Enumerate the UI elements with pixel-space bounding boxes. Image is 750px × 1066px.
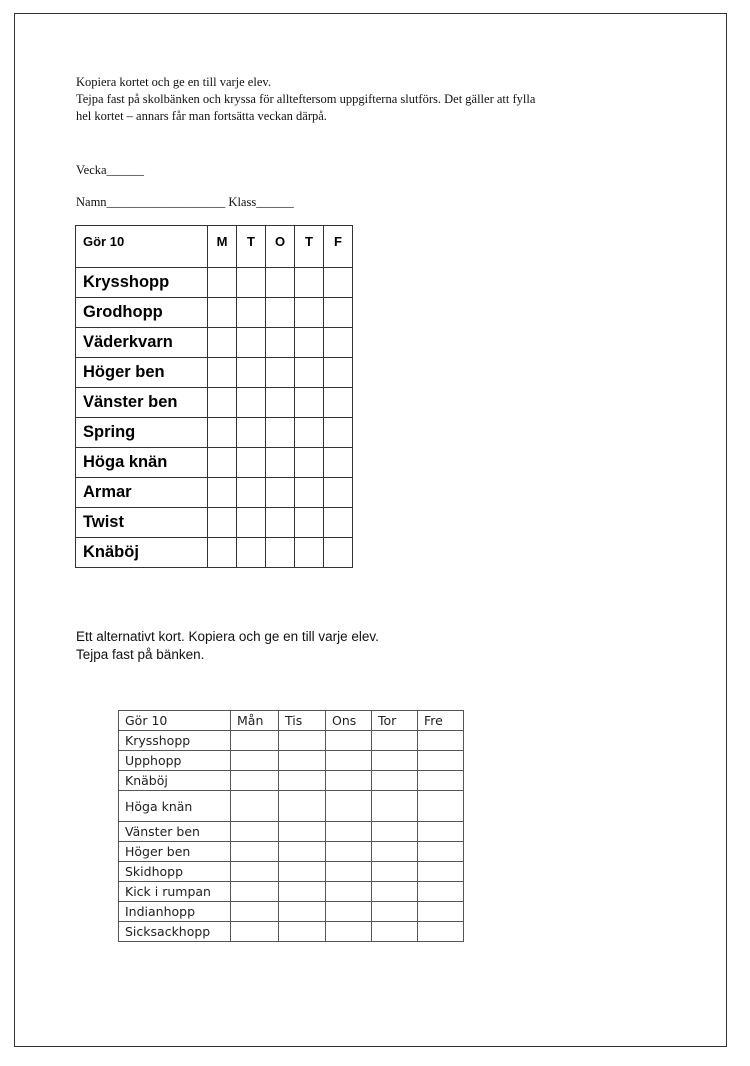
check-cell xyxy=(372,922,418,942)
check-cell xyxy=(237,538,266,568)
check-cell xyxy=(324,478,353,508)
check-cell xyxy=(231,771,279,791)
day-header: Tis xyxy=(279,711,326,731)
check-cell xyxy=(418,822,464,842)
check-cell xyxy=(295,508,324,538)
check-cell xyxy=(266,328,295,358)
card-title: Gör 10 xyxy=(76,226,208,268)
exercise-name: Knäböj xyxy=(76,538,208,568)
check-cell xyxy=(326,771,372,791)
check-cell xyxy=(418,771,464,791)
check-cell xyxy=(295,538,324,568)
instruction-line: hel kortet – annars får man fortsätta veckan därpå. xyxy=(76,109,327,123)
check-cell xyxy=(324,508,353,538)
check-cell xyxy=(208,478,237,508)
week-field: Vecka______ xyxy=(76,163,145,177)
check-cell xyxy=(279,902,326,922)
table-row xyxy=(119,882,464,902)
table-row xyxy=(76,448,353,478)
check-cell xyxy=(266,478,295,508)
check-cell xyxy=(237,268,266,298)
table-row xyxy=(119,842,464,862)
check-cell xyxy=(324,358,353,388)
check-cell xyxy=(231,822,279,842)
table-row xyxy=(76,358,353,388)
check-cell xyxy=(372,882,418,902)
table-row xyxy=(76,298,353,328)
check-cell xyxy=(324,388,353,418)
exercise-name: Spring xyxy=(76,418,208,448)
exercise-name: Krysshopp xyxy=(119,731,231,751)
check-cell xyxy=(266,418,295,448)
check-cell xyxy=(324,418,353,448)
alternative-card-text xyxy=(76,628,379,664)
alt-line: Ett alternativt kort. Kopiera och ge en till varje elev. xyxy=(76,629,379,644)
check-cell xyxy=(237,298,266,328)
check-cell xyxy=(372,791,418,822)
check-cell xyxy=(279,751,326,771)
alternative-card-table xyxy=(118,710,464,942)
check-cell xyxy=(266,448,295,478)
check-cell xyxy=(326,822,372,842)
table-row xyxy=(76,538,353,568)
check-cell xyxy=(208,538,237,568)
day-header: T xyxy=(237,226,266,268)
exercise-name: Höga knän xyxy=(76,448,208,478)
check-cell xyxy=(326,731,372,751)
check-cell xyxy=(266,358,295,388)
day-header: Mån xyxy=(231,711,279,731)
check-cell xyxy=(279,862,326,882)
check-cell xyxy=(418,791,464,822)
name-class-field: Namn___________________ Klass______ xyxy=(76,195,294,209)
exercise-name: Vänster ben xyxy=(76,388,208,418)
exercise-name: Sicksackhopp xyxy=(119,922,231,942)
exercise-name: Väderkvarn xyxy=(76,328,208,358)
exercise-name: Knäböj xyxy=(119,771,231,791)
check-cell xyxy=(266,268,295,298)
table-row xyxy=(76,418,353,448)
instruction-line: Tejpa fast på skolbänken och kryssa för allteftersom uppgifterna slutförs. Det gäller att fylla xyxy=(76,92,536,106)
check-cell xyxy=(326,862,372,882)
exercise-name: Höger ben xyxy=(119,842,231,862)
check-cell xyxy=(237,448,266,478)
exercise-name: Twist xyxy=(76,508,208,538)
table-header-row xyxy=(76,226,353,268)
check-cell xyxy=(266,298,295,328)
table-row xyxy=(76,388,353,418)
check-cell xyxy=(266,388,295,418)
check-cell xyxy=(237,358,266,388)
check-cell xyxy=(372,771,418,791)
check-cell xyxy=(208,298,237,328)
day-header: F xyxy=(324,226,353,268)
day-header: T xyxy=(295,226,324,268)
table-header-row xyxy=(119,711,464,731)
check-cell xyxy=(418,922,464,942)
exercise-name: Kick i rumpan xyxy=(119,882,231,902)
table-row xyxy=(119,902,464,922)
check-cell xyxy=(324,448,353,478)
check-cell xyxy=(237,478,266,508)
table-row xyxy=(119,822,464,842)
check-cell xyxy=(295,358,324,388)
check-cell xyxy=(279,731,326,751)
check-cell xyxy=(231,862,279,882)
check-cell xyxy=(231,922,279,942)
check-cell xyxy=(231,791,279,822)
check-cell xyxy=(418,902,464,922)
day-header: Ons xyxy=(326,711,372,731)
check-cell xyxy=(372,731,418,751)
check-cell xyxy=(418,731,464,751)
exercise-name: Armar xyxy=(76,478,208,508)
check-cell xyxy=(326,842,372,862)
day-header: O xyxy=(266,226,295,268)
check-cell xyxy=(418,862,464,882)
check-cell xyxy=(231,842,279,862)
check-cell xyxy=(372,842,418,862)
check-cell xyxy=(326,791,372,822)
check-cell xyxy=(372,822,418,842)
table-row xyxy=(119,791,464,822)
exercise-name: Krysshopp xyxy=(76,268,208,298)
exercise-name: Upphopp xyxy=(119,751,231,771)
card-title: Gör 10 xyxy=(119,711,231,731)
check-cell xyxy=(324,328,353,358)
check-cell xyxy=(237,508,266,538)
table-row xyxy=(119,751,464,771)
check-cell xyxy=(418,842,464,862)
check-cell xyxy=(237,388,266,418)
exercise-name: Grodhopp xyxy=(76,298,208,328)
check-cell xyxy=(279,791,326,822)
check-cell xyxy=(266,538,295,568)
check-cell xyxy=(372,862,418,882)
check-cell xyxy=(372,902,418,922)
check-cell xyxy=(295,328,324,358)
check-cell xyxy=(231,751,279,771)
check-cell xyxy=(372,751,418,771)
table-row xyxy=(119,771,464,791)
check-cell xyxy=(324,298,353,328)
check-cell xyxy=(279,822,326,842)
check-cell xyxy=(324,538,353,568)
check-cell xyxy=(295,478,324,508)
check-cell xyxy=(208,388,237,418)
check-cell xyxy=(326,902,372,922)
instruction-line: Kopiera kortet och ge en till varje elev. xyxy=(76,75,271,89)
table-row xyxy=(76,268,353,298)
table-row xyxy=(119,731,464,751)
check-cell xyxy=(208,508,237,538)
exercise-name: Höger ben xyxy=(76,358,208,388)
table-row xyxy=(76,328,353,358)
day-header: M xyxy=(208,226,237,268)
check-cell xyxy=(279,842,326,862)
check-cell xyxy=(208,418,237,448)
table-row xyxy=(119,862,464,882)
check-cell xyxy=(208,328,237,358)
check-cell xyxy=(326,882,372,902)
table-row xyxy=(119,922,464,942)
exercise-name: Höga knän xyxy=(119,791,231,822)
check-cell xyxy=(279,922,326,942)
exercise-name: Skidhopp xyxy=(119,862,231,882)
check-cell xyxy=(231,882,279,902)
alt-line: Tejpa fast på bänken. xyxy=(76,647,205,662)
check-cell xyxy=(237,418,266,448)
check-cell xyxy=(324,268,353,298)
day-header: Tor xyxy=(372,711,418,731)
check-cell xyxy=(418,751,464,771)
check-cell xyxy=(295,298,324,328)
check-cell xyxy=(326,751,372,771)
check-cell xyxy=(266,508,295,538)
check-cell xyxy=(208,448,237,478)
table-row xyxy=(76,508,353,538)
check-cell xyxy=(295,448,324,478)
check-cell xyxy=(326,922,372,942)
check-cell xyxy=(208,358,237,388)
exercise-card-table xyxy=(75,225,353,568)
exercise-name: Vänster ben xyxy=(119,822,231,842)
check-cell xyxy=(295,268,324,298)
exercise-name: Indianhopp xyxy=(119,902,231,922)
instructions xyxy=(76,74,676,125)
table-row xyxy=(76,478,353,508)
check-cell xyxy=(295,418,324,448)
check-cell xyxy=(237,328,266,358)
check-cell xyxy=(279,771,326,791)
day-header: Fre xyxy=(418,711,464,731)
check-cell xyxy=(279,882,326,902)
check-cell xyxy=(231,902,279,922)
check-cell xyxy=(295,388,324,418)
check-cell xyxy=(418,882,464,902)
check-cell xyxy=(231,731,279,751)
check-cell xyxy=(208,268,237,298)
